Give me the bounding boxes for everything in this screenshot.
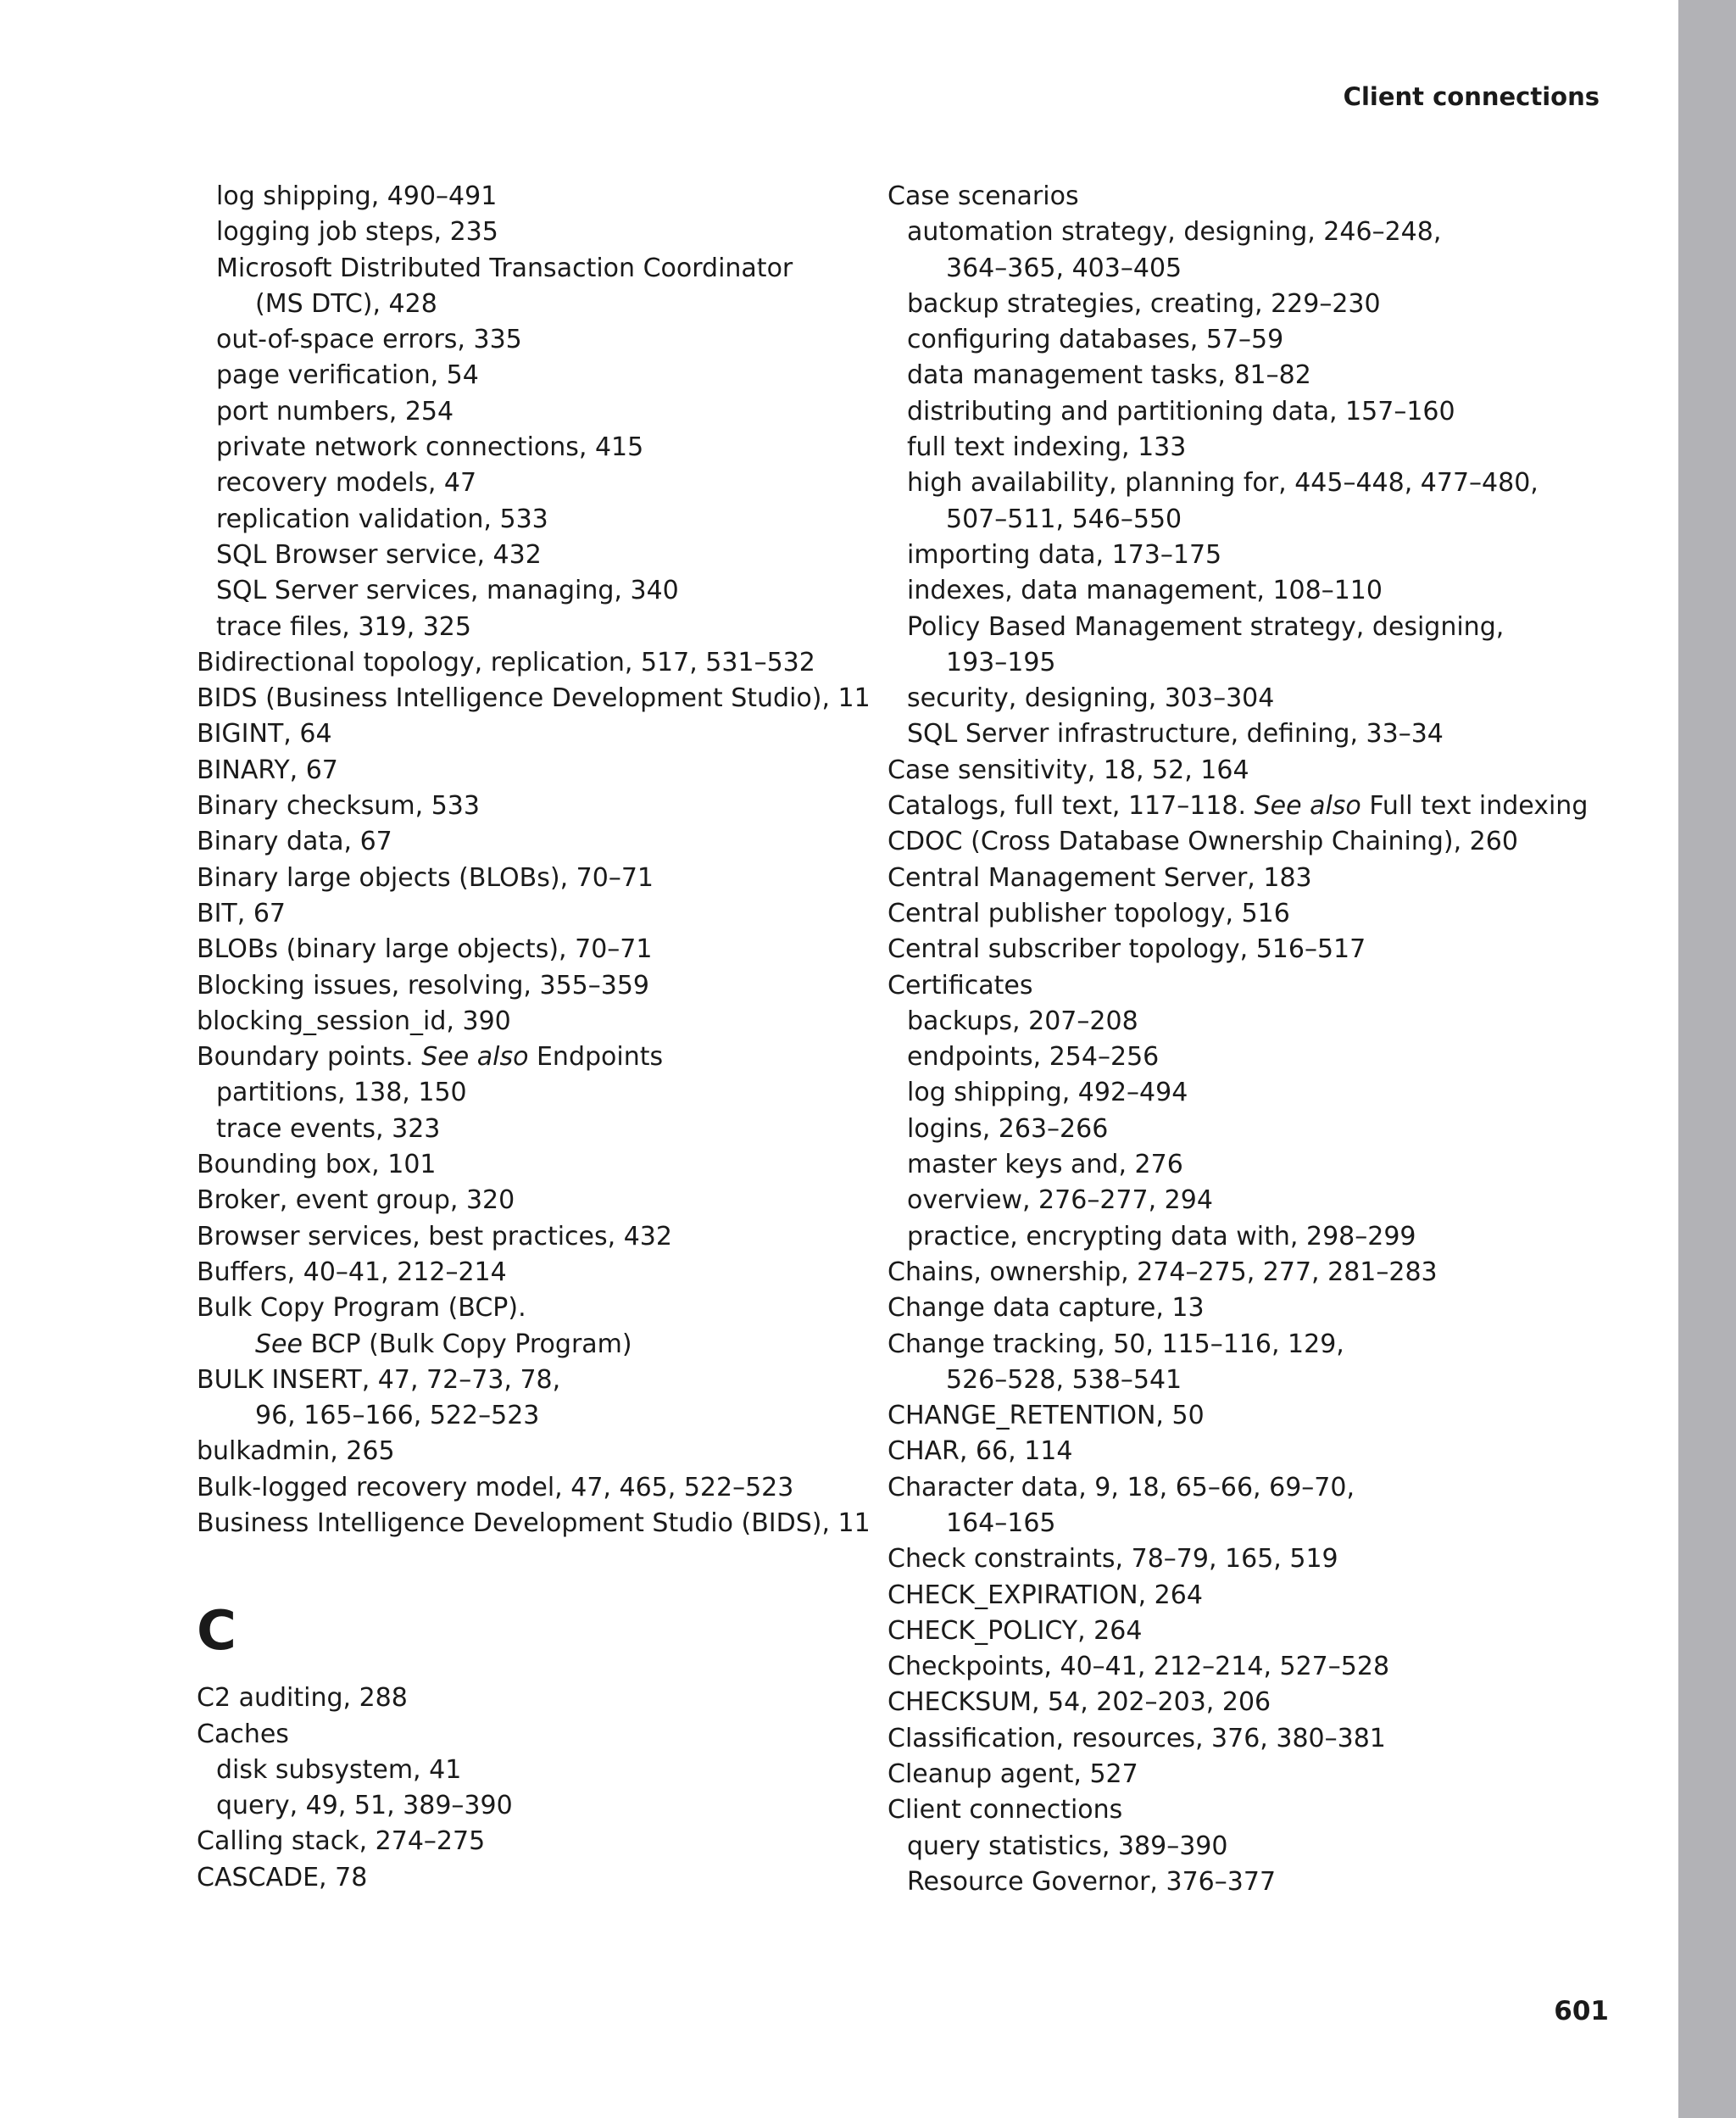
index-entry-text: Central publisher topology, 516: [887, 898, 1290, 928]
index-entry: [887, 1864, 1566, 1900]
index-entry-text: partitions, 138, 150: [216, 1078, 467, 1108]
index-entry-text: Check constraints, 78–79, 165, 519: [887, 1544, 1338, 1575]
index-entry-text: bulkadmin, 265: [197, 1436, 395, 1467]
index-entry: [197, 215, 875, 250]
index-entry-text: query statistics, 389–390: [907, 1831, 1228, 1861]
index-entry-text: importing data, 173–175: [907, 539, 1222, 570]
index-entry-text: 164–165: [946, 1508, 1056, 1538]
index-column-right: [887, 179, 1589, 1900]
index-entry: [887, 1757, 1566, 1792]
index-entry: [197, 287, 875, 322]
index-entry-text: 193–195: [946, 647, 1056, 677]
index-entry-text: log shipping, 492–494: [907, 1078, 1188, 1108]
index-entry: [197, 968, 875, 1004]
index-entry: [887, 1649, 1566, 1685]
index-entry-text: BIGINT, 64: [197, 719, 332, 750]
index-entry: [197, 1183, 875, 1218]
index-entry: [197, 1075, 875, 1111]
index-entry: [887, 861, 1566, 896]
index-entry-text: disk subsystem, 41: [216, 1754, 462, 1785]
index-entry-text: Caches: [197, 1719, 289, 1749]
index-entry: [887, 358, 1566, 393]
index-entry-text: query, 49, 51, 389–390: [216, 1791, 513, 1821]
index-entry: [197, 1470, 875, 1506]
index-entry: [887, 716, 1566, 752]
index-entry: [197, 394, 875, 430]
index-entry-text: replication validation, 533: [216, 504, 548, 534]
index-entry-text: SQL Server infrastructure, defining, 33–34: [907, 719, 1444, 750]
index-entry-text: Checkpoints, 40–41, 212–214, 527–528: [887, 1652, 1390, 1682]
index-entry-text: log shipping, 490–491: [216, 181, 498, 211]
index-entry-text: indexes, data management, 108–110: [907, 576, 1383, 606]
index-entry: [197, 824, 875, 860]
index-entry-text: Certificates: [887, 970, 1033, 1000]
index-entry-text: BULK INSERT, 47, 72–73, 78,: [197, 1364, 561, 1395]
left-entries-bottom: [197, 1680, 875, 1896]
index-entry-text: master keys and, 276: [907, 1150, 1183, 1180]
index-entry: [887, 681, 1566, 716]
index-entry: [197, 861, 875, 896]
index-entry-text: Client connections: [887, 1795, 1123, 1825]
index-entry: [887, 1434, 1566, 1469]
index-entry-text: automation strategy, designing, 246–248,: [907, 217, 1442, 248]
index-entry: [197, 1680, 875, 1716]
index-entry: [197, 1824, 875, 1859]
index-entry: [887, 1578, 1566, 1614]
index-entry-target: Full text indexing: [1360, 791, 1589, 822]
index-entry: [197, 1219, 875, 1255]
index-entry: [197, 465, 875, 501]
index-entry: [197, 430, 875, 465]
index-entry-text: Character data, 9, 18, 65–66, 69–70,: [887, 1472, 1355, 1502]
index-entry-text: security, designing, 303–304: [907, 683, 1275, 714]
index-entry-text: CDOC (Cross Database Ownership Chaining), 260: [887, 827, 1518, 857]
index-entry: [887, 1721, 1566, 1757]
index-entry-text: Case scenarios: [887, 181, 1079, 211]
index-entry: [887, 1541, 1566, 1577]
index-entry-text: recovery models, 47: [216, 468, 477, 499]
index-entry-text: CHECKSUM, 54, 202–203, 206: [887, 1687, 1271, 1718]
index-entry-text: (MS DTC), 428: [255, 288, 437, 319]
index-entry: [197, 1398, 875, 1434]
index-entry: [197, 610, 875, 645]
index-entry: [197, 681, 875, 716]
running-head: Client connections: [1343, 82, 1600, 111]
index-entry: [197, 1717, 875, 1753]
index-entry-text: Resource Governor, 376–377: [907, 1866, 1277, 1897]
index-entry: [197, 358, 875, 393]
index-entry: [887, 322, 1566, 358]
index-entry: [197, 716, 875, 752]
index-entry-text: page verification, 54: [216, 360, 479, 391]
letter-heading: C: [197, 1600, 236, 1664]
index-entry: [887, 753, 1566, 789]
index-entry: [887, 1614, 1566, 1649]
index-entry-text: 507–511, 546–550: [946, 504, 1182, 534]
index-entry: [197, 932, 875, 967]
index-entry-text: CHECK_EXPIRATION, 264: [887, 1580, 1203, 1610]
index-entry: [197, 753, 875, 789]
index-entry: [197, 789, 875, 824]
index-entry-text: distributing and partitioning data, 157–160: [907, 396, 1455, 426]
index-entry: [197, 1788, 875, 1824]
index-entry: [197, 1753, 875, 1788]
index-entry-text: configuring databases, 57–59: [907, 325, 1284, 355]
index-entry: [197, 1363, 875, 1398]
index-entry-text: Bounding box, 101: [197, 1150, 437, 1180]
index-entry-text: logging job steps, 235: [216, 217, 498, 248]
index-entry-text: BIT, 67: [197, 898, 286, 928]
index-entry-text: full text indexing, 133: [907, 432, 1187, 463]
index-entry: [887, 502, 1566, 538]
see-also-reference: See: [255, 1329, 303, 1359]
index-entry-text: Binary checksum, 533: [197, 791, 480, 822]
index-entry-text: Calling stack, 274–275: [197, 1826, 486, 1857]
index-entry-text: C2 auditing, 288: [197, 1683, 408, 1714]
index-entry: [887, 1075, 1566, 1111]
index-entry-text: CHANGE_RETENTION, 50: [887, 1401, 1205, 1431]
index-entry: [197, 1506, 875, 1541]
index-entry-text: Classification, resources, 376, 380–381: [887, 1723, 1386, 1753]
index-entry-text: Broker, event group, 320: [197, 1185, 515, 1216]
index-entry: [197, 502, 875, 538]
index-entry: [887, 1363, 1566, 1398]
index-entry: [197, 1290, 875, 1326]
index-entry-text: Bulk Copy Program (BCP).: [197, 1293, 526, 1324]
index-entry-text: 526–528, 538–541: [946, 1364, 1182, 1395]
side-thumb-tab: [1678, 0, 1736, 2118]
index-entry-text: endpoints, 254–256: [907, 1042, 1160, 1073]
index-entry-text: trace files, 319, 325: [216, 611, 471, 642]
index-entry-text: CHECK_POLICY, 264: [887, 1615, 1143, 1646]
see-also-reference: See also: [1254, 791, 1361, 822]
index-entry-text: SQL Server services, managing, 340: [216, 576, 679, 606]
index-entry-text: Change tracking, 50, 115–116, 129,: [887, 1329, 1344, 1359]
index-entry: [887, 896, 1566, 932]
index-entry: [887, 789, 1589, 824]
index-entry-text: Chains, ownership, 274–275, 277, 281–283: [887, 1257, 1438, 1287]
index-entry: [887, 251, 1566, 287]
index-entry-text: Catalogs, full text, 117–118.: [887, 791, 1255, 822]
index-entry: [887, 1255, 1566, 1290]
index-entry: [197, 1112, 875, 1147]
page-number: 601: [1554, 1996, 1609, 2026]
index-entry-text: BINARY, 67: [197, 755, 338, 785]
index-entry: [887, 824, 1566, 860]
index-entry: [887, 1470, 1566, 1506]
index-entry-text: Binary large objects (BLOBs), 70–71: [197, 862, 654, 893]
index-entry: [197, 1860, 875, 1896]
index-entry: [197, 1004, 875, 1039]
index-entry: [197, 896, 875, 932]
index-entry-text: trace events, 323: [216, 1113, 441, 1144]
index-entry: [887, 1685, 1566, 1720]
index-entry: [197, 179, 875, 215]
index-entry: [887, 1290, 1566, 1326]
index-entry: [887, 287, 1566, 322]
index-entry-text: port numbers, 254: [216, 396, 454, 426]
index-entry-text: high availability, planning for, 445–448, 477–480,: [907, 468, 1538, 499]
index-entry: [887, 1183, 1566, 1218]
index-entry-text: BLOBs (binary large objects), 70–71: [197, 934, 653, 965]
index-entry: [197, 573, 875, 609]
index-entry-text: SQL Browser service, 432: [216, 539, 542, 570]
index-entry: [887, 179, 1566, 215]
index-entry-text: overview, 276–277, 294: [907, 1185, 1213, 1216]
index-entry: [887, 932, 1566, 967]
index-entry: [197, 1327, 875, 1363]
index-entry-target: BCP (Bulk Copy Program): [302, 1329, 632, 1359]
index-column-left: [197, 179, 875, 1896]
index-entry-text: practice, encrypting data with, 298–299: [907, 1221, 1416, 1251]
index-entry: [887, 968, 1566, 1004]
index-entry: [887, 430, 1566, 465]
index-entry: [887, 215, 1566, 250]
index-entry: [887, 1829, 1566, 1864]
index-entry: [887, 465, 1566, 501]
index-entry: [887, 610, 1566, 645]
index-entry: [887, 1327, 1566, 1363]
index-entry-text: private network connections, 415: [216, 432, 644, 463]
index-entry-text: Central subscriber topology, 516–517: [887, 934, 1366, 965]
index-entry: [197, 1434, 875, 1469]
index-entry-text: backup strategies, creating, 229–230: [907, 288, 1381, 319]
index-entry-text: 96, 165–166, 522–523: [255, 1401, 540, 1431]
right-entries: [887, 179, 1589, 1900]
index-entry-text: Bulk-logged recovery model, 47, 465, 522–523: [197, 1472, 794, 1502]
index-entry-text: Cleanup agent, 527: [887, 1759, 1138, 1790]
index-entry-text: Central Management Server, 183: [887, 862, 1312, 893]
index-entry: [887, 1147, 1566, 1183]
index-entry: [197, 1147, 875, 1183]
index-entry: [197, 1039, 875, 1075]
index-entry-text: CHAR, 66, 114: [887, 1436, 1073, 1467]
index-entry: [197, 322, 875, 358]
index-entry-text: 364–365, 403–405: [946, 253, 1182, 283]
index-entry-text: Change data capture, 13: [887, 1293, 1205, 1324]
index-entry-text: Business Intelligence Development Studio (BIDS), 11: [197, 1508, 871, 1538]
index-entry: [887, 1112, 1566, 1147]
index-entry-text: CASCADE, 78: [197, 1862, 368, 1892]
index-entry: [887, 394, 1566, 430]
index-entry-text: Boundary points.: [197, 1042, 422, 1073]
index-entry: [887, 1398, 1566, 1434]
index-entry: [887, 1506, 1566, 1541]
index-entry: [887, 538, 1566, 573]
index-entry-text: Case sensitivity, 18, 52, 164: [887, 755, 1249, 785]
index-entry: [887, 573, 1566, 609]
index-entry: [887, 1792, 1566, 1828]
index-entry-text: Blocking issues, resolving, 355–359: [197, 970, 650, 1000]
index-entry-text: out-of-space errors, 335: [216, 325, 522, 355]
index-entry: [887, 1219, 1566, 1255]
index-entry-target: Endpoints: [528, 1042, 664, 1073]
index-entry: [887, 1039, 1566, 1075]
index-entry-text: Microsoft Distributed Transaction Coordinator: [216, 253, 793, 283]
index-entry-text: Buffers, 40–41, 212–214: [197, 1257, 507, 1287]
index-entry: [887, 1004, 1566, 1039]
index-entry-text: BIDS (Business Intelligence Development Studio), 11: [197, 683, 871, 714]
index-entry-text: Binary data, 67: [197, 827, 392, 857]
index-entry: [197, 538, 875, 573]
index-entry: [197, 1255, 875, 1290]
index-entry-text: Policy Based Management strategy, designing,: [907, 611, 1505, 642]
index-entry-text: blocking_session_id, 390: [197, 1006, 511, 1036]
index-entry: [197, 251, 875, 287]
index-entry-text: data management tasks, 81–82: [907, 360, 1311, 391]
index-entry-text: Bidirectional topology, replication, 517, 531–532: [197, 647, 815, 677]
index-entry: [197, 645, 875, 681]
left-entries-top: [197, 179, 875, 1541]
index-entry-text: logins, 263–266: [907, 1113, 1109, 1144]
see-also-reference: See also: [421, 1042, 529, 1073]
index-entry-text: backups, 207–208: [907, 1006, 1138, 1036]
index-entry: [887, 645, 1566, 681]
index-entry-text: Browser services, best practices, 432: [197, 1221, 672, 1251]
